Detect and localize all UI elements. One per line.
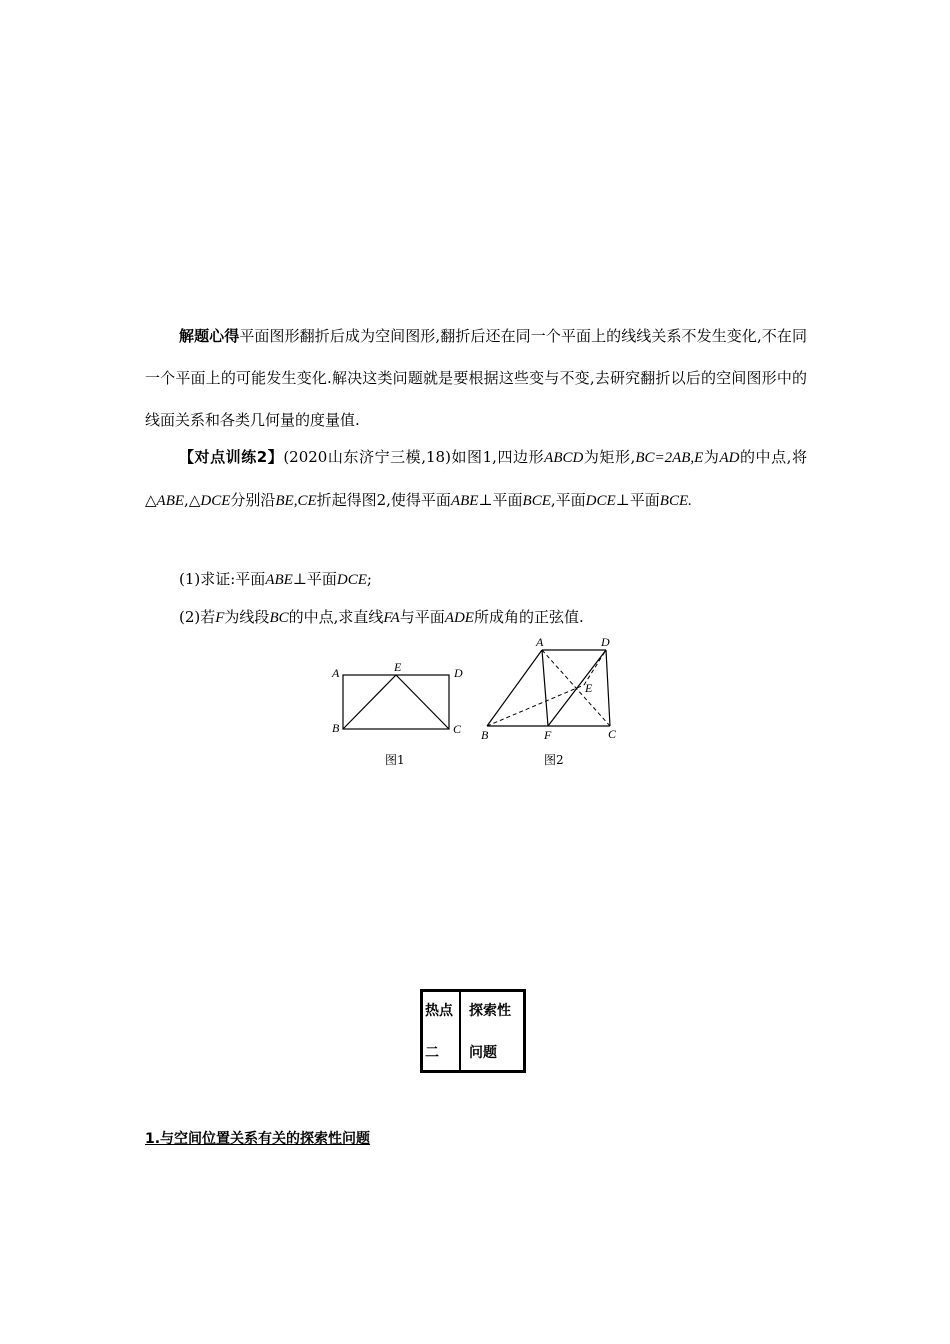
math-abcd: ABCD (544, 450, 584, 466)
question-1 (179, 568, 372, 589)
math-ade: ADE (444, 610, 474, 626)
exercise-text: ,平面 (550, 491, 586, 509)
label-e-fig1: E (394, 660, 402, 674)
segment-be (343, 675, 396, 729)
segment-ac-dashed (542, 650, 610, 726)
label-d-fig2: D (601, 636, 610, 649)
question-2 (179, 606, 584, 627)
rectangle-abcd (343, 675, 449, 729)
hotspot-left-bottom: 二 (425, 1045, 439, 1061)
exercise-paragraph (145, 436, 807, 522)
exercise-source: (2020山东济宁三模,18) (283, 448, 451, 466)
math-f: F (215, 610, 225, 626)
label-a-fig2: A (536, 636, 544, 649)
question-text: (2)若 (179, 608, 216, 626)
exercise-text: 的中点,将△ (145, 448, 807, 509)
exercise-tag: 【对点训练2】 (179, 448, 284, 466)
hotspot-right-bottom: 问题 (469, 1045, 497, 1061)
exercise-text: 为矩形, (583, 448, 636, 466)
hotspot-divider (459, 992, 461, 1070)
label-c-fig2: C (608, 727, 617, 741)
section-heading: 1.与空间位置关系有关的探索性问题 (145, 1131, 371, 1147)
exercise-text: ,△ (184, 491, 201, 509)
figure-1 (343, 675, 449, 729)
math-bce: BCE (522, 493, 551, 509)
math-be-ce: BE,CE (275, 493, 317, 509)
segment-af (542, 650, 548, 726)
hotspot-label-box (420, 989, 526, 1073)
hotspot-right-top: 探索性 (469, 1003, 511, 1019)
insight-paragraph (145, 315, 807, 441)
segment-ec (396, 675, 449, 729)
exercise-text: ⊥平面 (478, 491, 523, 509)
math-abe: ABE (156, 493, 185, 509)
question-text: 为线段 (224, 608, 270, 626)
math-bc: BC (269, 610, 289, 626)
label-d-fig1: D (454, 666, 463, 680)
question-text: 所成角的正弦值. (473, 608, 584, 626)
figure-1-caption: 图1 (385, 753, 405, 767)
insight-heading: 解题心得 (179, 327, 240, 345)
segment-ed-dashed (584, 650, 606, 685)
math-bce: BCE. (659, 493, 692, 509)
label-a-fig1: A (332, 666, 340, 680)
math-ad: AD (719, 450, 740, 466)
math-fa: FA (383, 610, 400, 626)
exercise-text: ⊥平面 (615, 491, 660, 509)
insight-body: 平面图形翻折后成为空间图形,翻折后还在同一个平面上的线线关系不发生变化,不在同一个平面上的可能发生变化.解决这类问题就是要根据这些变与不变,去研究翻折以后的空间图形中的线面关系和各类几何量的度量值. (145, 327, 807, 429)
segment-dc (606, 650, 610, 726)
hotspot-left-top: 热点 (425, 1003, 453, 1019)
label-c-fig1: C (453, 722, 462, 736)
exercise-text: 为 (703, 448, 720, 466)
label-e-fig2: E (585, 681, 593, 695)
math-bc-eq: BC=2AB,E (635, 450, 704, 466)
geometry-figures (320, 636, 630, 776)
question-text: 与平面 (399, 608, 445, 626)
exercise-text: 如图1,四边形 (450, 448, 545, 466)
label-b-fig1: B (332, 721, 340, 735)
question-text: ⊥平面 (292, 570, 337, 588)
label-f-fig2: F (544, 728, 552, 742)
math-abe: ABE (450, 493, 479, 509)
label-b-fig2: B (481, 728, 489, 742)
question-text: 的中点,求直线 (288, 608, 384, 626)
exercise-text: 分别沿 (230, 491, 276, 509)
question-text: ; (366, 570, 372, 588)
exercise-text: 折起得图2,使得平面 (316, 491, 451, 509)
segment-fd (548, 650, 606, 726)
math-abe: ABE (265, 572, 293, 588)
question-text: (1)求证:平面 (179, 570, 266, 588)
math-dce: DCE (336, 572, 367, 588)
math-dce: DCE (200, 493, 231, 509)
math-dce: DCE (585, 493, 616, 509)
figure-2-caption: 图2 (544, 753, 564, 767)
